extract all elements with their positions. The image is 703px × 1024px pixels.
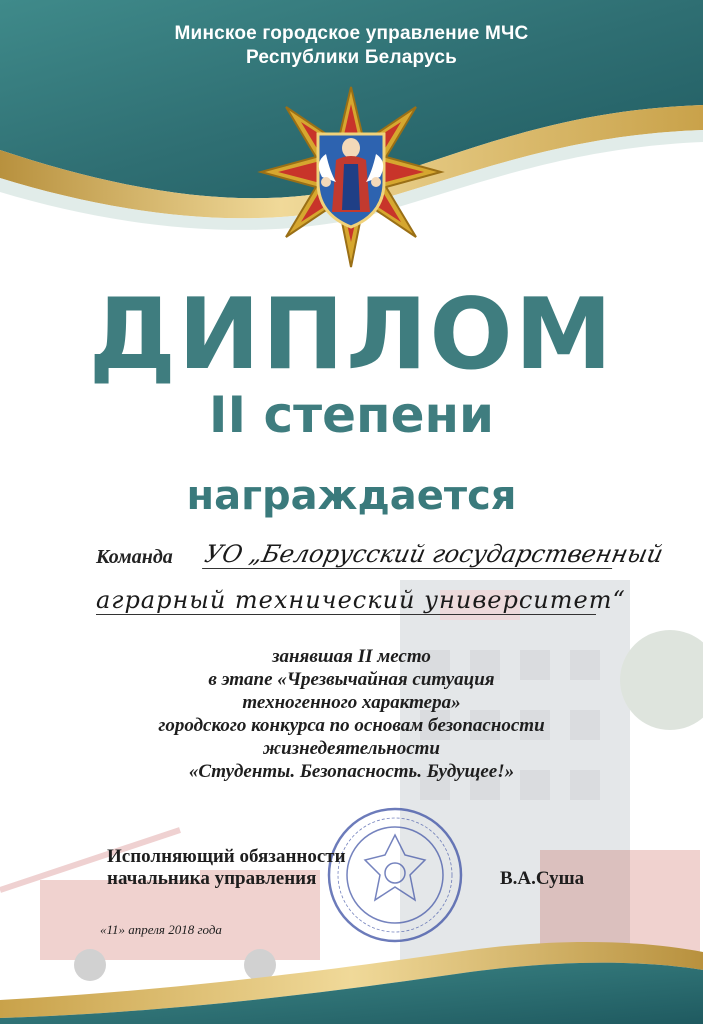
issue-date: «11» апреля 2018 года xyxy=(100,922,222,937)
team-name-handwritten-line-2: аграрный технический университет“ xyxy=(96,586,626,614)
achievement-line-6: «Студенты. Безопасность. Будущее!» xyxy=(188,761,515,782)
signatory-title-line-1: Исполняющий обязанности xyxy=(107,846,346,867)
organization-name xyxy=(0,22,703,70)
footer-wave-band xyxy=(0,930,703,1024)
achievement-line-3: техногенного характера» xyxy=(242,692,461,713)
signatory-title-line-2: начальника управления xyxy=(107,868,317,889)
organization-line-2: Республики Беларусь xyxy=(246,47,457,68)
signatory-title xyxy=(107,846,346,890)
awarded-caption: награждается xyxy=(186,473,517,519)
team-line xyxy=(96,540,666,574)
achievement-line-4: городского конкурса по основам безопасности xyxy=(158,715,545,736)
diploma-title: ДИПЛОМ xyxy=(88,278,615,392)
achievement-line-2: в этапе «Чрезвычайная ситуация xyxy=(208,669,495,690)
team-name-handwritten-line-1: УО „Белорусский государственный xyxy=(202,540,666,568)
mchs-star-emblem-icon xyxy=(256,82,446,272)
achievement-line-1: занявшая II место xyxy=(272,646,431,667)
organization-line-1: Минское городское управление МЧС xyxy=(174,23,529,44)
team-label: Команда xyxy=(96,546,173,568)
achievement-text xyxy=(0,645,703,783)
achievement-line-5: жизнедеятельности xyxy=(263,738,440,759)
diploma-degree: II степени xyxy=(208,386,495,444)
signatory-name: В.А.Суша xyxy=(500,868,585,889)
round-seal-stamp-icon xyxy=(325,805,465,945)
